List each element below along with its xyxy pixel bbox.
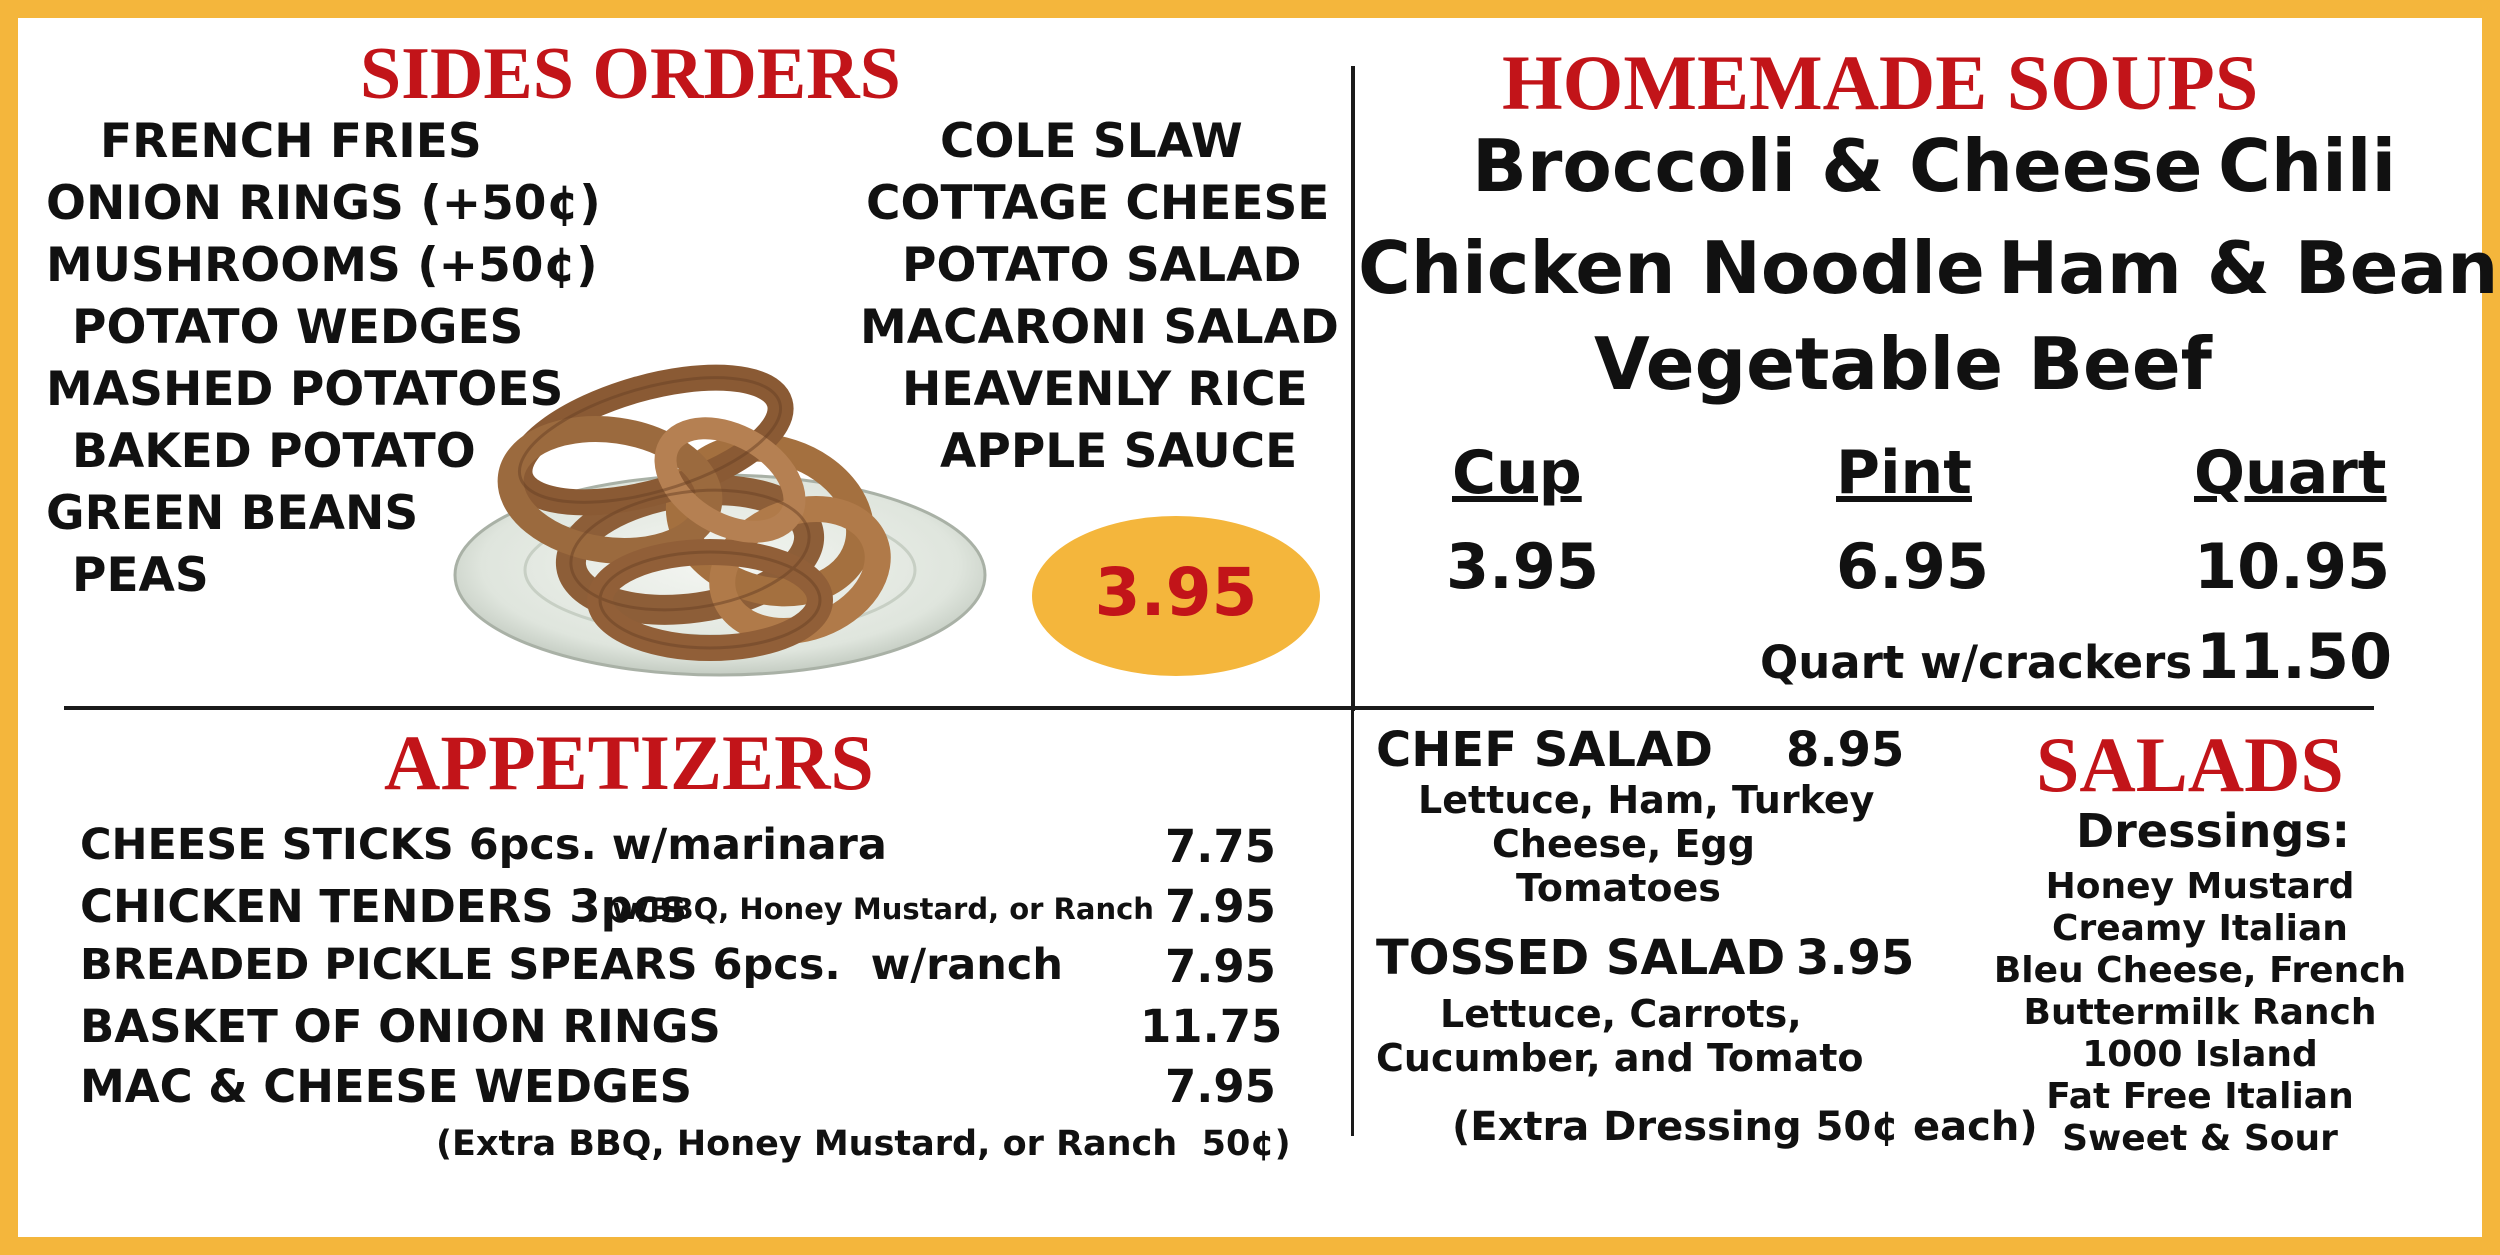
tossed-salad-price: 3.95 [1796, 930, 1915, 986]
salads-title: SALADS [2036, 721, 2344, 808]
size-price-pint: 6.95 [1836, 530, 1989, 603]
chef-salad-name: CHEF SALAD [1376, 722, 1713, 778]
crackers-price: 11.50 [2196, 620, 2393, 693]
soups-title: HOMEMADE SOUPS [1502, 39, 2259, 126]
soup-item: Ham & Bean [1998, 226, 2499, 310]
appetizer-price: 7.95 [1164, 940, 1276, 993]
appetizer-name: CHICKEN TENDERS 3pcs [80, 880, 687, 933]
vertical-divider-top [1351, 66, 1355, 711]
salad-description: Cheese, Egg [1492, 822, 1755, 866]
list-item: APPLE SAUCE [940, 424, 1298, 479]
soup-item: Chili [2218, 124, 2397, 208]
list-item: MASHED POTATOES [46, 362, 564, 417]
dressings-title: Dressings: [2076, 804, 2351, 858]
list-item: BAKED POTATO [72, 424, 476, 479]
sides-price: 3.95 [1094, 554, 1258, 631]
appetizer-price: 7.75 [1164, 820, 1276, 873]
list-item: HEAVENLY RICE [902, 362, 1308, 417]
salad-description: Lettuce, Ham, Turkey [1418, 778, 1875, 822]
list-item: COLE SLAW [940, 114, 1243, 169]
chef-salad-price: 8.95 [1786, 722, 1905, 778]
appetizer-note: w/BBQ, Honey Mustard, or Ranch [612, 892, 1154, 926]
tossed-salad-name: TOSSED SALAD [1376, 930, 1786, 986]
vertical-divider-bottom [1351, 711, 1354, 1136]
extra-dressing-note: (Extra Dressing 50¢ each) [1452, 1104, 2038, 1150]
appetizer-name: BREADED PICKLE SPEARS 6pcs. w/ranch [80, 940, 1064, 990]
dressing-item: Bleu Cheese, French [1993, 950, 2407, 991]
salad-description: Lettuce, Carrots, [1440, 992, 1802, 1036]
soup-item: Chicken Noodle [1358, 226, 1985, 310]
dressing-item: 1000 Island [2082, 1034, 2318, 1075]
list-item: GREEN BEANS [46, 486, 419, 541]
list-item: POTATO SALAD [902, 238, 1302, 293]
salad-description: Cucumber, and Tomato [1376, 1036, 1864, 1080]
list-item: FRENCH FRIES [100, 114, 482, 169]
onion-rings-plate-image [430, 320, 990, 700]
list-item: COTTAGE CHEESE [866, 176, 1330, 231]
list-item: MACARONI SALAD [860, 300, 1339, 355]
list-item: MUSHROOMS (+50¢) [46, 238, 598, 293]
list-item: PEAS [72, 548, 209, 603]
appetizer-price: 11.75 [1140, 1000, 1283, 1053]
size-label-cup: Cup [1452, 438, 1582, 508]
size-price-quart: 10.95 [2194, 530, 2391, 603]
salad-description: Tomatoes [1516, 866, 1721, 910]
appetizer-name: BASKET OF ONION RINGS [80, 1000, 721, 1053]
appetizers-title: APPETIZERS [384, 719, 874, 806]
appetizer-price: 7.95 [1164, 1060, 1276, 1113]
size-price-cup: 3.95 [1446, 530, 1599, 603]
dressing-item: Honey Mustard [2045, 866, 2355, 907]
size-label-quart: Quart [2194, 438, 2387, 508]
dressing-item: Creamy Italian [2052, 908, 2348, 949]
appetizer-price: 7.95 [1164, 880, 1276, 933]
horizontal-divider [64, 706, 2374, 710]
soup-item: Broccoli & Cheese [1472, 124, 2203, 208]
appetizer-name: MAC & CHEESE WEDGES [80, 1060, 693, 1113]
soup-item: Vegetable Beef [1594, 322, 2212, 406]
dressing-item: Fat Free Italian [2046, 1076, 2354, 1117]
dressing-item: Buttermilk Ranch [2023, 992, 2377, 1033]
sides-title: SIDES ORDERS [360, 33, 901, 115]
crackers-label: Quart w/crackers [1760, 636, 2193, 689]
appetizer-extra-note: (Extra BBQ, Honey Mustard, or Ranch 50¢) [436, 1124, 1291, 1164]
list-item: POTATO WEDGES [72, 300, 524, 355]
size-label-pint: Pint [1836, 438, 1972, 508]
list-item: ONION RINGS (+50¢) [46, 176, 601, 231]
dressing-item: Sweet & Sour [2062, 1118, 2338, 1159]
appetizer-name: CHEESE STICKS 6pcs. w/marinara [80, 820, 887, 870]
